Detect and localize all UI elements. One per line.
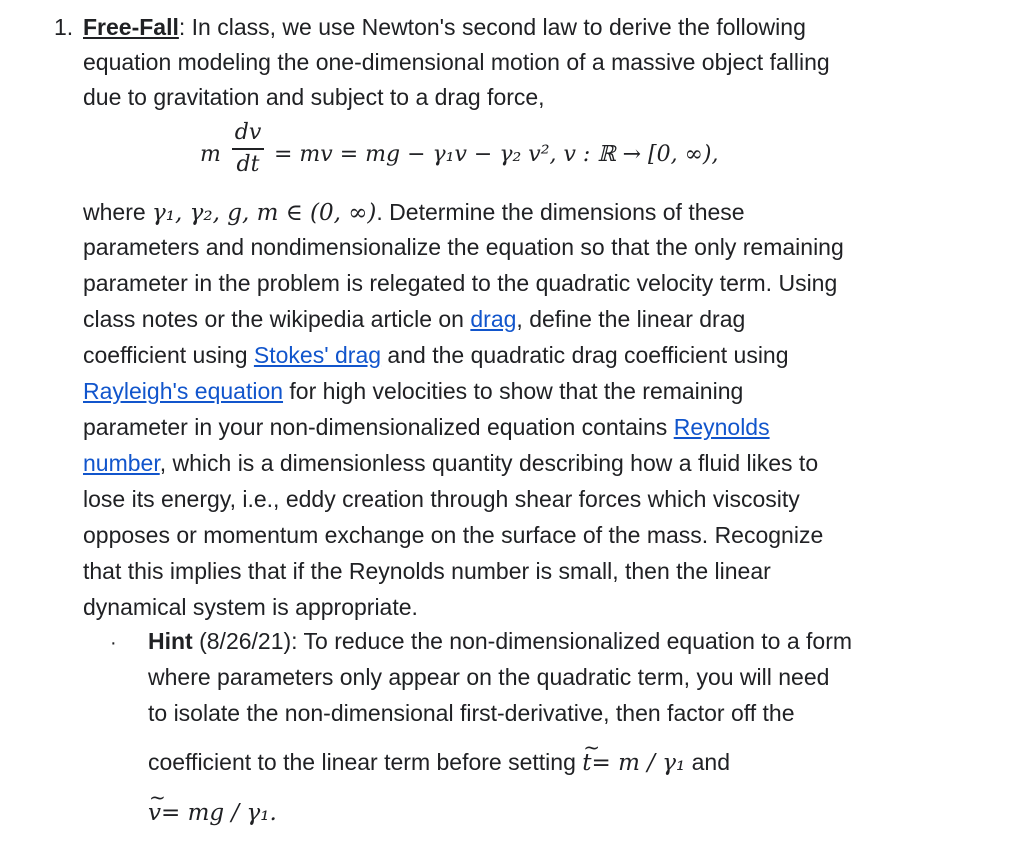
v-tilde-symbol: ~ v — [148, 798, 161, 828]
hint-line-2: where parameters only appear on the quadratic term, you will need — [148, 664, 830, 690]
hint-line-3: to isolate the non-dimensional first-derivative, then factor off the — [148, 700, 795, 726]
body-line-11: that this implies that if the Reynolds number is small, then the linear — [83, 558, 771, 584]
body-line-4: class notes or the wikipedia article on drag, define the linear drag — [83, 306, 746, 332]
body-line-9: lose its energy, i.e., eddy creation through shear forces which viscosity — [83, 486, 800, 512]
fraction-bar — [232, 148, 264, 150]
reynolds-number-link-cont[interactable]: number — [83, 450, 160, 476]
body-line-6: Rayleigh's equation for high velocities to show that the remaining — [83, 378, 744, 404]
body-line-7: parameter in your non-dimensionalized equation contains Reynolds — [83, 414, 770, 440]
fraction-denominator: dt — [236, 151, 260, 177]
where-parameters-math: γ₁, γ₂, g, m ∈ (0, ∞) — [152, 200, 377, 226]
hint-line-1: Hint (8/26/21): To reduce the non-dimensionalized equation to a form — [148, 628, 853, 654]
body-line-5: coefficient using Stokes' drag and the quadratic drag coefficient using — [83, 342, 789, 368]
equation-fraction — [232, 120, 264, 178]
body-line-2: parameters and nondimensionalize the equation so that the only remaining — [83, 234, 844, 260]
hint-line-5 — [148, 797, 277, 828]
body-line-10: opposes or momentum exchange on the surface of the mass. Recognize — [83, 522, 824, 548]
stokes-drag-link[interactable]: Stokes' drag — [253, 342, 382, 368]
problem-intro-line-3: due to gravitation and subject to a drag force, — [83, 84, 545, 110]
hint-bullet: · — [110, 632, 117, 654]
problem-title: Free-Fall — [83, 14, 179, 40]
problem-intro-line-1: Free-Fall: In class, we use Newton's second law to derive the following — [83, 14, 806, 40]
t-tilde-symbol: ~ t — [582, 748, 591, 778]
fraction-numerator: dv — [234, 120, 262, 145]
hint-label: Hint — [148, 628, 193, 654]
equation-rhs: = mv = mg − γ₁v − γ₂ v², v : ℝ → [0, ∞), — [274, 142, 719, 167]
equation-lhs-m: m — [200, 142, 221, 167]
v-tilde-definition: = mg / γ₁. — [161, 800, 277, 826]
drag-link[interactable]: drag — [470, 306, 517, 332]
reynolds-number-link[interactable]: Reynolds — [673, 414, 770, 440]
body-line-12: dynamical system is appropriate. — [83, 594, 418, 620]
hint-line-4: coefficient to the linear term before setting ~ t= m / γ₁ and — [148, 747, 730, 778]
problem-intro-line-2: equation modeling the one-dimensional motion of a massive object falling — [83, 49, 830, 75]
t-tilde-definition: = m / γ₁ — [591, 750, 686, 776]
body-line-1: where γ₁, γ₂, g, m ∈ (0, ∞). Determine the dimensions of these — [83, 199, 745, 226]
problem-number: 1. — [54, 14, 74, 40]
body-line-8: number, which is a dimensionless quantity describing how a fluid likes to — [83, 450, 819, 476]
body-line-3: parameter in the problem is relegated to the quadratic velocity term. Using — [83, 270, 838, 296]
rayleigh-equation-link[interactable]: Rayleigh's equation — [83, 378, 284, 404]
